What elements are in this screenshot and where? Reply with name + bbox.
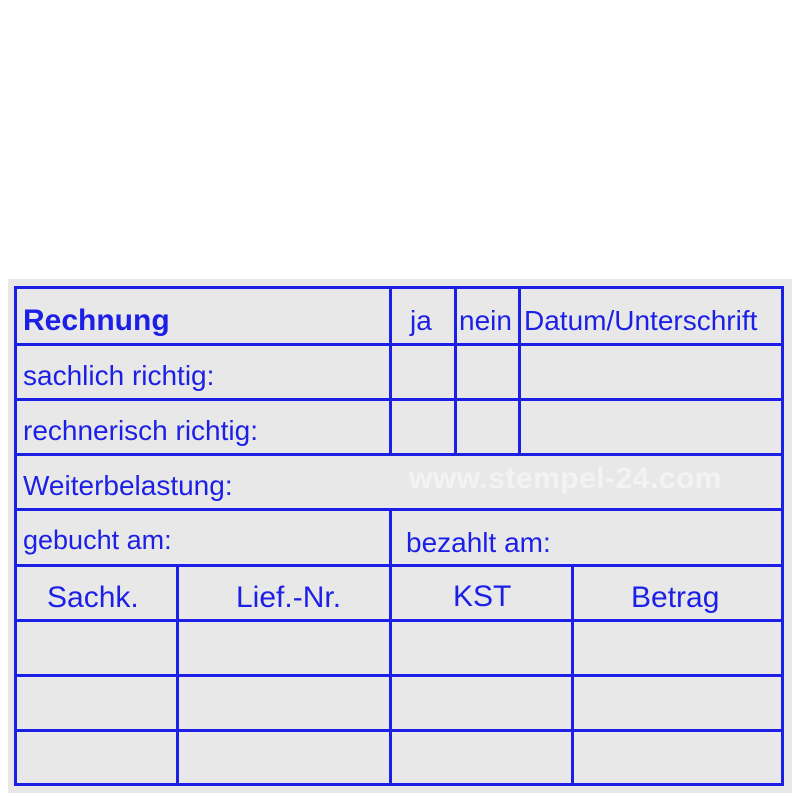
column-divider: [389, 564, 392, 783]
watermark: www.stempel-24.com: [409, 462, 722, 495]
sachlich-richtig-label: sachlich richtig:: [23, 360, 215, 391]
bezahlt-am-label: bezahlt am:: [406, 527, 551, 558]
date-signature-header: Datum/Unterschrift: [524, 305, 758, 336]
lieferanten-nr-column-header: Lief.-Nr.: [236, 581, 342, 614]
column-divider: [454, 289, 457, 456]
column-divider: [389, 508, 392, 567]
stamp-form: [14, 286, 784, 786]
column-divider: [518, 289, 521, 456]
weiterbelastung-label: Weiterbelastung:: [23, 470, 233, 501]
sachkonto-column-header: Sachk.: [47, 581, 139, 614]
gebucht-am-label: gebucht am:: [23, 525, 172, 555]
row-divider: [17, 564, 781, 567]
row-divider: [17, 398, 781, 401]
row-divider: [17, 453, 781, 456]
column-divider: [176, 564, 179, 783]
row-divider: [17, 508, 781, 511]
row-divider: [17, 343, 781, 346]
betrag-column-header: Betrag: [631, 581, 720, 614]
no-column-header: nein: [459, 305, 512, 336]
column-divider: [571, 564, 574, 783]
yes-column-header: ja: [410, 305, 432, 336]
row-divider: [17, 674, 781, 677]
rechnerisch-richtig-label: rechnerisch richtig:: [23, 415, 258, 446]
kostenstelle-column-header: KST: [453, 580, 512, 613]
form-title: Rechnung: [23, 304, 170, 337]
row-divider: [17, 619, 781, 622]
row-divider: [17, 729, 781, 732]
column-divider: [389, 289, 392, 456]
